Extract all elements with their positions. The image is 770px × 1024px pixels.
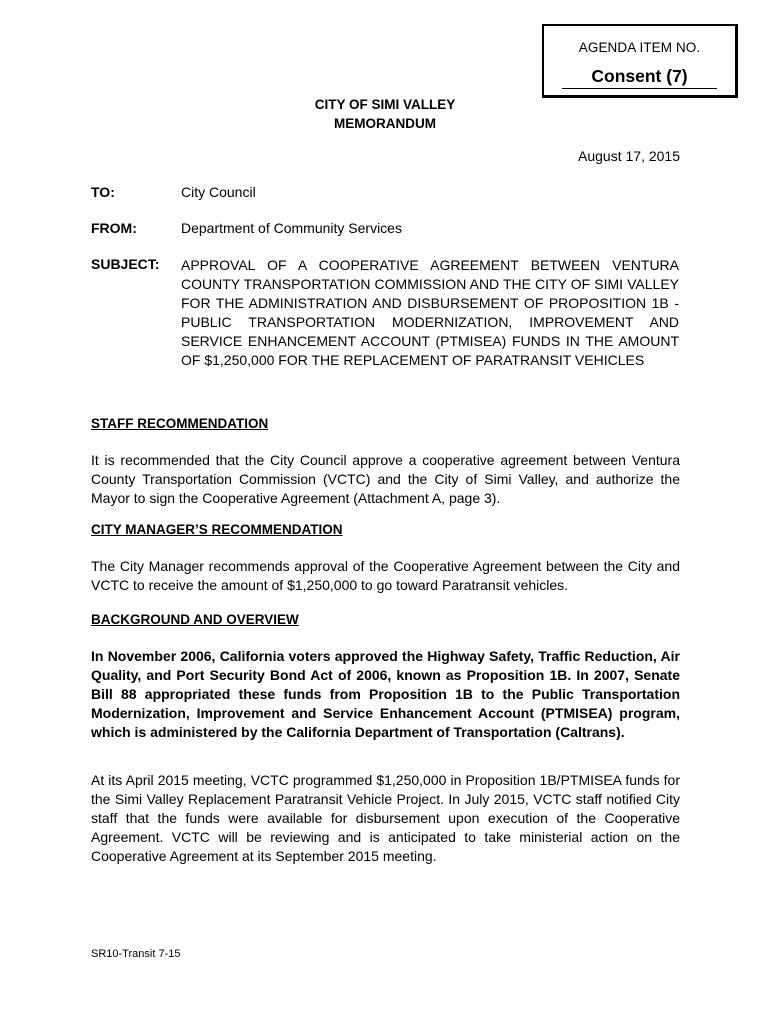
from-label: FROM: <box>91 220 137 236</box>
to-value: City Council <box>181 184 256 200</box>
memo-date: August 17, 2015 <box>578 148 680 164</box>
agenda-item-value: Consent (7) <box>562 66 717 89</box>
agenda-item-label: AGENDA ITEM NO. <box>578 40 701 55</box>
background-body: At its April 2015 meeting, VCTC programmed $1,250,000 in Proposition 1B/PTMISEA funds for the Simi Valley Replacement Paratransit Vehicle Project. In July 2015, VCTC staff notified City staff that the funds were available for disbursement upon execution of the Cooperative Agreement. VCTC will be reviewing and is anticipated to take ministerial action on the Cooperative Agreement at its September 2015 meeting. <box>91 772 680 864</box>
background-heading: BACKGROUND AND OVERVIEW <box>91 612 299 627</box>
city-manager-body: The City Manager recommends approval of the Cooperative Agreement between the City and VCTC to receive the amount of $1,250,000 to go toward Paratransit vehicles. <box>91 558 680 593</box>
staff-recommendation-body: It is recommended that the City Council approve a cooperative agreement between Ventura County Transportation Commission (VCTC) and the City of Simi Valley, and authorize the Mayor to sign the Cooperative Agreement (Attachment A, page 3). <box>91 452 680 506</box>
agenda-item-box <box>542 24 738 98</box>
city-manager-heading: CITY MANAGER’S RECOMMENDATION <box>91 522 343 537</box>
page-footer: SR10-Transit 7-15 <box>91 948 181 960</box>
to-label: TO: <box>91 184 115 200</box>
background-body-bold: In November 2006, California voters approved the Highway Safety, Traffic Reduction, Air Quality, and Port Security Bond Act of 2006, known as Proposition 1B. In 2007, Senate Bill 88 appropriated these funds from Proposition 1B to the Public Transportation Modernization, Improvement and Service Enhancement Account (PTMISEA) program, which is administered by the California Department of Transportation (Caltrans). <box>91 648 680 740</box>
header-city: CITY OF SIMI VALLEY <box>314 97 456 112</box>
staff-recommendation-heading: STAFF RECOMMENDATION <box>91 416 269 431</box>
header-memorandum: MEMORANDUM <box>334 116 436 131</box>
from-value: Department of Community Services <box>181 220 402 236</box>
subject-value: APPROVAL OF A COOPERATIVE AGREEMENT BETWEEN VENTURA COUNTY TRANSPORTATION COMMISSION AND THE CITY OF SIMI VALLEY FOR THE ADMINISTRATION AND DISBURSEMENT OF PROPOSITION 1B - PUBLIC TRANSPORTATION MODERNIZATION, IMPROVEMENT AND SERVICE ENHANCEMENT ACCOUNT (PTMISEA) FUNDS IN THE AMOUNT OF $1,250,000 FOR THE REPLACEMENT OF PARATRANSIT VEHICLES <box>181 257 679 368</box>
subject-label: SUBJECT: <box>91 256 160 272</box>
